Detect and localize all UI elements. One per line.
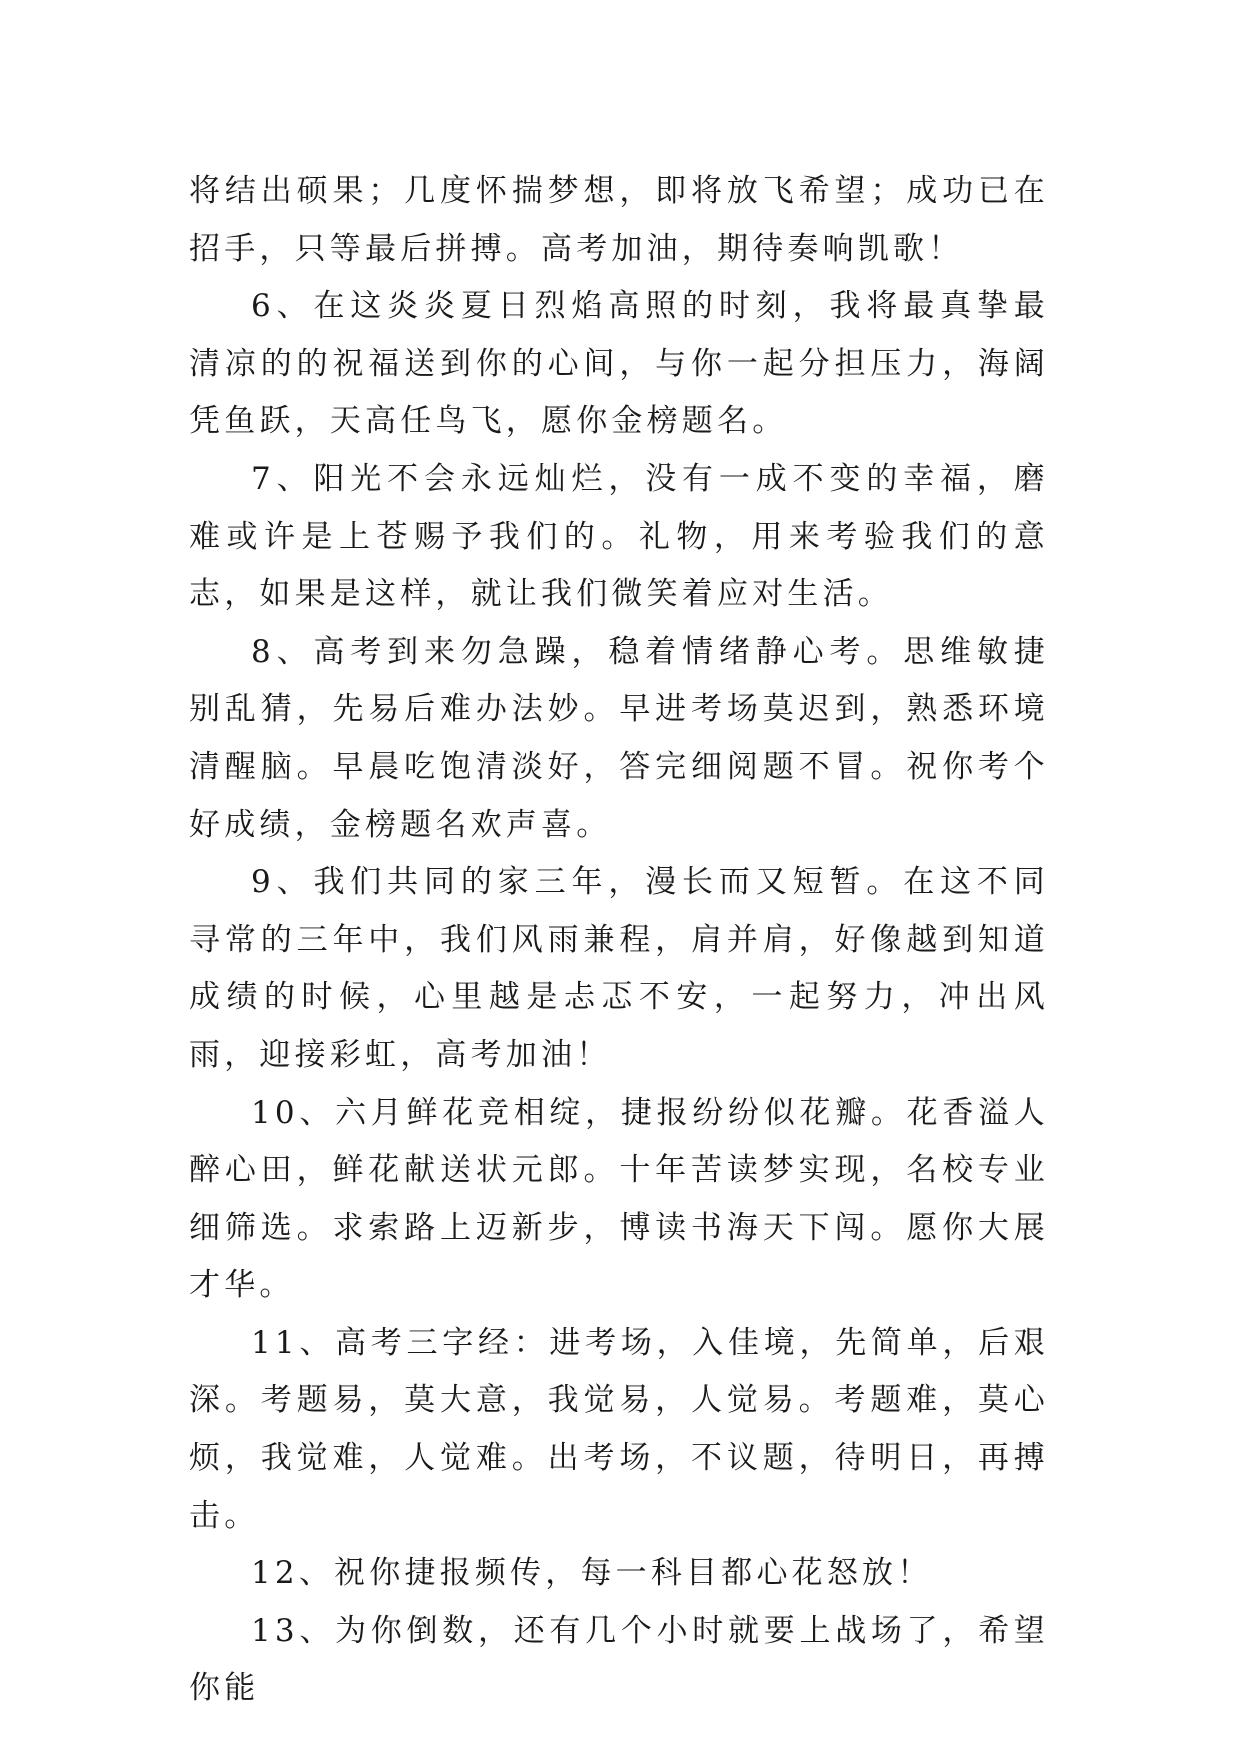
paragraph-6: 6、在这炎炎夏日烈焰高照的时刻，我将最真挚最清凉的的祝福送到你的心间，与你一起分担压力，海阔凭鱼跃，天高任鸟飞，愿你金榜题名。 (189, 288, 1049, 440)
paragraph-12: 12、祝你捷报频传，每一科目都心花怒放！ (251, 1555, 933, 1592)
paragraph-7: 7、阳光不会永远灿烂，没有一成不变的幸福，磨难或许是上苍赐予我们的。礼物，用来考验我们的意志，如果是这样，就让我们微笑着应对生活。 (189, 460, 1049, 613)
paragraph-10: 10、六月鲜花竞相绽，捷报纷纷似花瓣。花香溢人醉心田，鲜花献送状元郎。十年苦读梦实现，名校专业细筛选。求索路上迈新步，博读书海天下闯。愿你大展才华。 (189, 1094, 1049, 1304)
paragraph-9: 9、我们共同的家三年，漫长而又短暂。在这不同寻常的三年中，我们风雨兼程，肩并肩，好像越到知道成绩的时候，心里越是忐忑不安，一起努力，冲出风雨，迎接彩虹，高考加油！ (189, 864, 1049, 1073)
paragraph-11: 11、高考三字经：进考场，入佳境，先简单，后艰深。考题易，莫大意，我觉易，人觉易。考题难，莫心烦，我觉难，人觉难。出考场，不议题，待明日，再搏击。 (189, 1324, 1049, 1534)
document-body (189, 163, 1049, 1718)
paragraph-5-continuation: 将结出硕果；几度怀揣梦想，即将放飞希望；成功已在招手，只等最后拼搏。高考加油，期待奏响凯歌！ (189, 173, 1049, 267)
paragraph-13: 13、为你倒数，还有几个小时就要上战场了，希望你能 (189, 1612, 1049, 1707)
paragraph-8: 8、高考到来勿急躁，稳着情绪静心考。思维敏捷别乱猜，先易后难办法妙。早进考场莫迟到，熟悉环境清醒脑。早晨吃饱清淡好，答完细阅题不冒。祝你考个好成绩，金榜题名欢声喜。 (189, 633, 1049, 843)
